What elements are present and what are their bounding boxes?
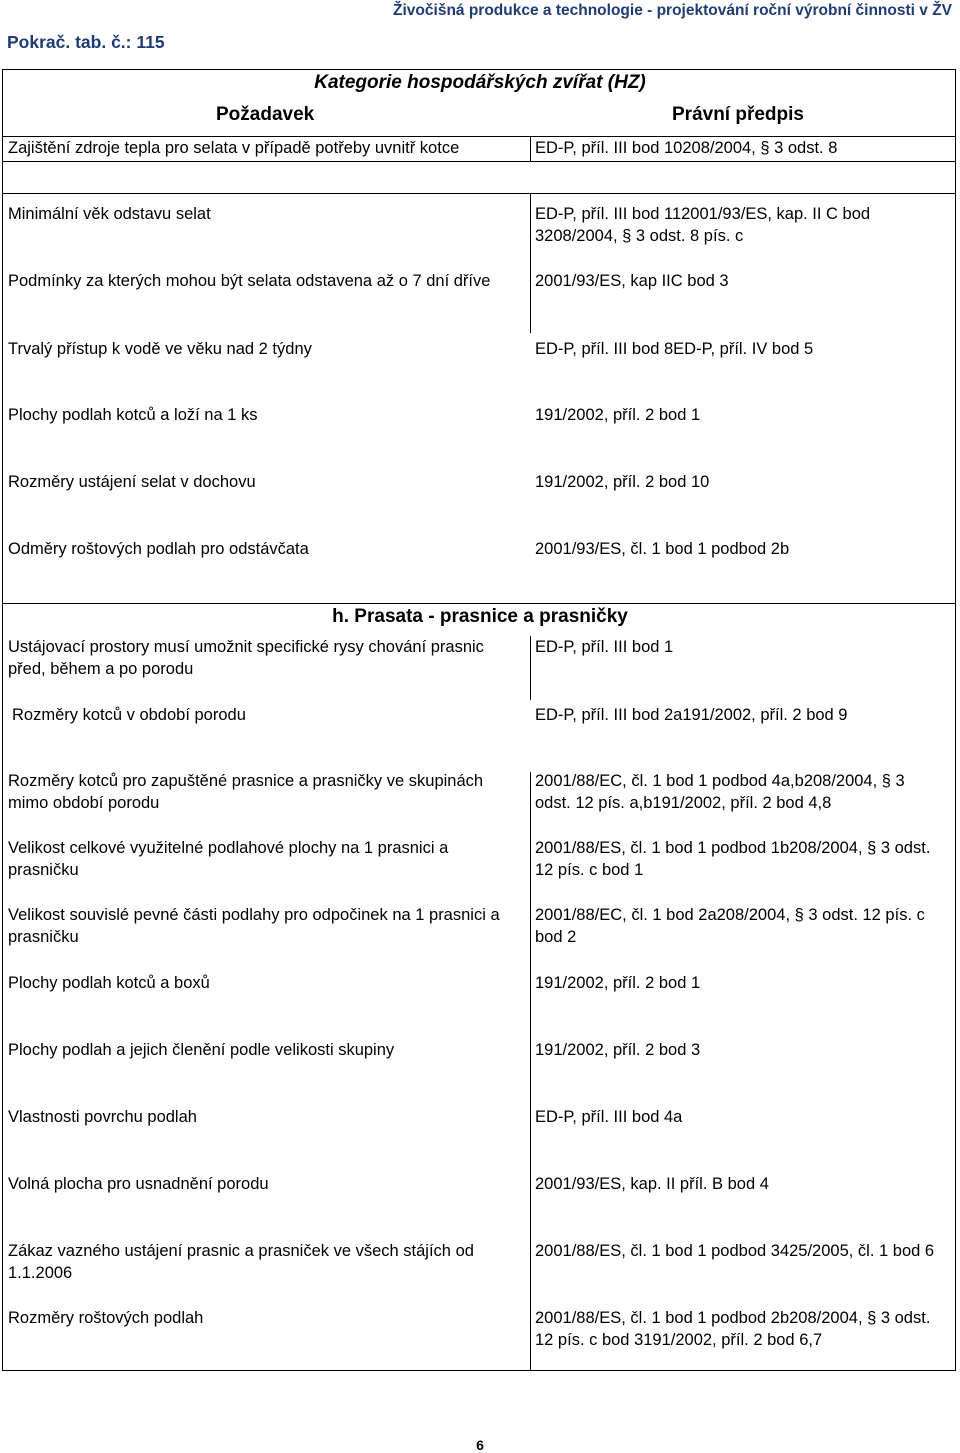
requirement-cell: Trvalý přístup k vodě ve věku nad 2 týdny — [8, 340, 312, 358]
regulation-cell: 2001/88/ES, čl. 1 bod 1 podbod 3425/2005, čl. 1 bod 6 — [535, 1242, 935, 1260]
requirement-cell: Podmínky za kterých mohou být selata odstavena až o 7 dní dříve — [8, 272, 491, 290]
requirement-cell: Velikost souvislé pevné části podlahy pro odpočinek na 1 prasnici a prasničku — [8, 906, 500, 946]
column-divider — [530, 772, 531, 1370]
regulation-cell: 2001/93/ES, kap. II příl. B bod 4 — [535, 1175, 769, 1193]
table-rule — [2, 1370, 956, 1371]
regulation-cell: 191/2002, příl. 2 bod 1 — [535, 406, 701, 424]
regulation-cell: 191/2002, příl. 2 bod 1 — [535, 974, 701, 992]
regulation-cell: ED-P, příl. III bod 2a191/2002, příl. 2 bod 9 — [535, 706, 848, 724]
regulation-cell: ED-P, příl. III bod 112001/93/ES, kap. II C bod 3208/2004, § 3 odst. 8 pís. c — [535, 205, 871, 245]
column-divider — [530, 136, 531, 161]
regulation-cell: 2001/88/EC, čl. 1 bod 1 podbod 4a,b208/2004, § 3 odst. 12 pís. a,b191/2002, příl. 2 bod 4,8 — [535, 772, 905, 812]
regulation-cell: 2001/88/ES, čl. 1 bod 1 podbod 1b208/2004, § 3 odst. 12 pís. c bod 1 — [535, 839, 931, 879]
regulation-cell: 2001/88/EC, čl. 1 bod 2a208/2004, § 3 odst. 12 pís. c bod 2 — [535, 906, 925, 946]
column-divider — [530, 636, 531, 700]
regulation-cell: 2001/88/ES, čl. 1 bod 1 podbod 2b208/2004, § 3 odst. 12 pís. c bod 3191/2002, příl. 2 bod 6,7 — [535, 1309, 931, 1349]
regulation-cell: 191/2002, příl. 2 bod 10 — [535, 473, 710, 491]
requirement-cell: Plochy podlah a jejich členění podle velikosti skupiny — [8, 1041, 395, 1059]
requirement-cell: Velikost celkové využitelné podlahové plochy na 1 prasnici a prasničku — [8, 839, 449, 879]
document-header-title: Živočišná produkce a technologie - projektování roční výrobní činnosti v ŽV — [393, 2, 952, 19]
section-heading-sows: h. Prasata - prasnice a prasničky — [332, 606, 628, 627]
requirement-cell: Minimální věk odstavu selat — [8, 205, 211, 223]
requirement-cell: Plochy podlah kotců a loží na 1 ks — [8, 406, 258, 424]
page-number: 6 — [476, 1437, 484, 1453]
category-heading: Kategorie hospodářských zvířat (HZ) — [314, 72, 646, 93]
requirement-cell: Plochy podlah kotců a boxů — [8, 974, 210, 992]
table-continuation-label: Pokrač. tab. č.: 115 — [7, 32, 165, 52]
requirement-cell: Rozměry kotců v období porodu — [12, 706, 246, 724]
regulation-cell: 2001/93/ES, kap IIC bod 3 — [535, 272, 729, 290]
requirement-cell: Zákaz vazného ustájení prasnic a prasniček ve všech stájích od 1.1.2006 — [8, 1242, 474, 1282]
requirement-cell: Rozměry kotců pro zapuštěné prasnice a prasničky ve skupinách mimo období porodu — [8, 772, 484, 812]
regulation-cell: 191/2002, příl. 2 bod 3 — [535, 1041, 701, 1059]
requirement-cell: Zajištění zdroje tepla pro selata v případě potřeby uvnitř kotce — [8, 139, 460, 157]
table-rule — [2, 161, 956, 162]
regulation-cell: 2001/93/ES, čl. 1 bod 1 podbod 2b — [535, 540, 790, 558]
table-rule — [2, 603, 956, 604]
regulation-cell: ED-P, příl. III bod 1 — [535, 638, 674, 656]
requirement-cell: Rozměry roštových podlah — [8, 1309, 204, 1327]
requirement-cell: Vlastnosti povrchu podlah — [8, 1108, 197, 1126]
regulation-cell: ED-P, příl. III bod 10208/2004, § 3 odst. 8 — [535, 139, 838, 157]
requirement-column-header: Požadavek — [216, 104, 315, 125]
requirement-cell: Volná plocha pro usnadnění porodu — [8, 1175, 269, 1193]
requirement-cell: Ustájovací prostory musí umožnit specifické rysy chování prasnic před, během a po porodu — [8, 638, 484, 678]
requirement-cell: Rozměry ustájení selat v dochovu — [8, 473, 256, 491]
regulation-column-header: Právní předpis — [672, 104, 804, 125]
regulation-cell: ED-P, příl. III bod 4a — [535, 1108, 683, 1126]
column-divider — [530, 193, 531, 333]
regulation-cell: ED-P, příl. III bod 8ED-P, příl. IV bod 5 — [535, 340, 814, 358]
requirement-cell: Odměry roštových podlah pro odstávčata — [8, 540, 309, 558]
table-rule — [2, 193, 956, 194]
